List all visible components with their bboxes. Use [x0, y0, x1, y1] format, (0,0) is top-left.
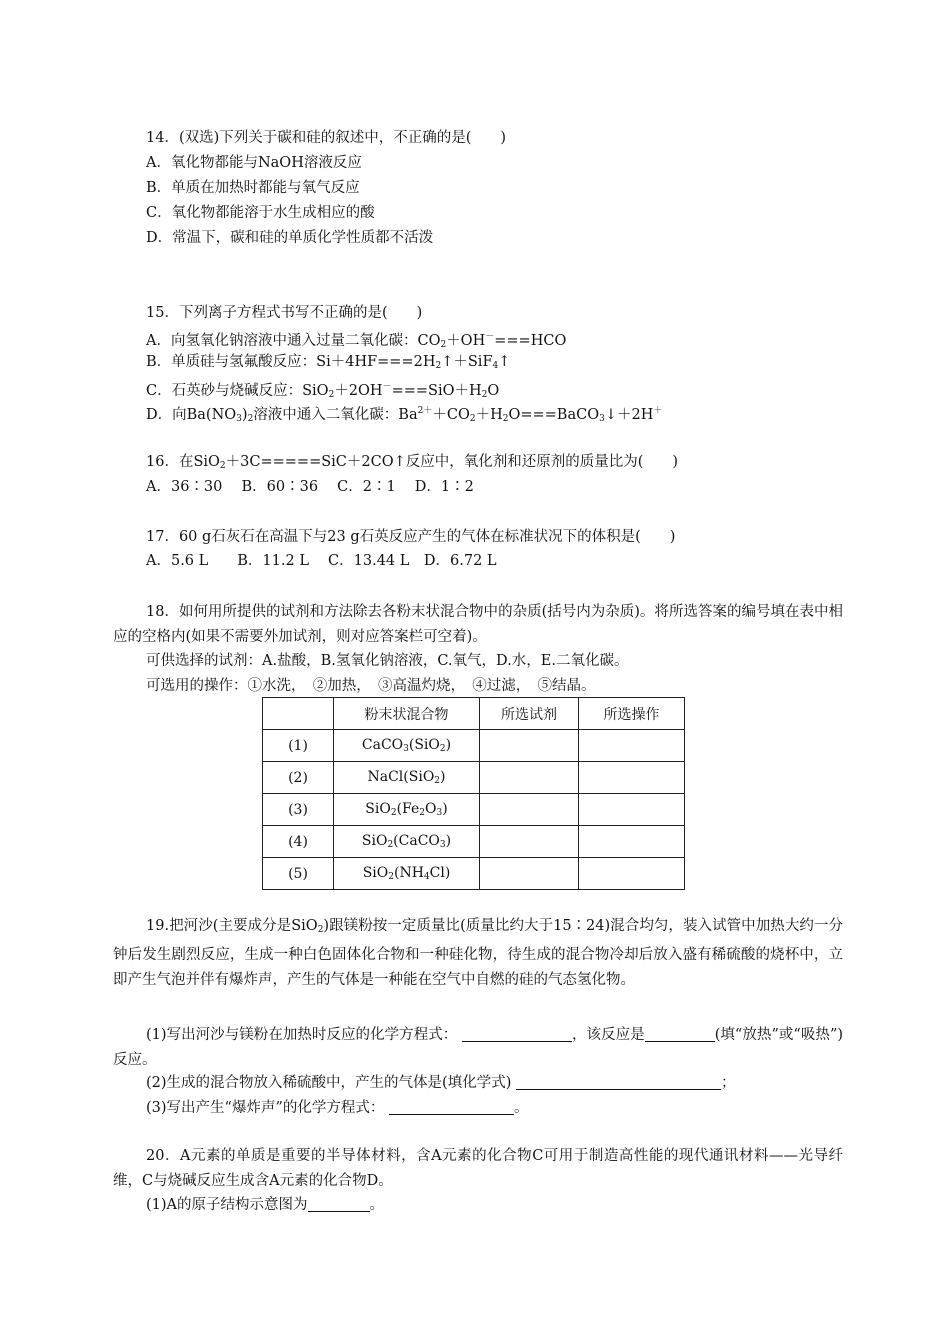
- q14-option-c: C．氧化物都能溶于水生成相应的酸: [146, 205, 375, 221]
- operation-answer-cell[interactable]: [579, 730, 685, 762]
- table-header-cell: 所选操作: [579, 698, 685, 730]
- q19-stem: 19.把河沙(主要成分是SiO$_2$)跟镁粉按一定质量比(质量比约大于15∶24)混合均匀，装入试管中加热大约一分钟后发生剧烈反应，生成一种白色固体化合物和一种硅化物，待生成的混合物冷却后放入盛有稀硫酸的烧杯中，立即产生气泡并伴有爆炸声，产生的气体是一种能在空气中自燃的硅的气态氢化物。: [113, 918, 843, 988]
- q19-part1: (1)写出河沙与镁粉在加热时反应的化学方程式： ，该反应是 (填“放热”或“吸热”)反应。: [113, 1027, 844, 1068]
- q14-option-d: D．常温下，碳和硅的单质化学性质都不活泼: [146, 230, 434, 246]
- q16-stem: 16．在SiO$_2$＋3C=====SiC＋2CO↑反应中，氧化剂和还原剂的质量比为( ): [146, 454, 679, 471]
- answer-blank[interactable]: [462, 1027, 572, 1042]
- table-header-cell: 粉末状混合物: [334, 698, 480, 730]
- answer-blank[interactable]: [516, 1075, 721, 1090]
- mixture-cell: $SiO_2(NH_4Cl)$: [334, 858, 480, 890]
- table-header-cell: 所选试剂: [480, 698, 579, 730]
- table-header-row: [263, 698, 685, 730]
- operation-answer-cell[interactable]: [579, 826, 685, 858]
- q19-part3: (3)写出产生“爆炸声”的化学方程式： 。: [146, 1100, 529, 1116]
- mixture-cell: CaCO$_3$(SiO$_2$): [334, 730, 480, 762]
- q17-options: A．5.6 L B．11.2 L C．13.44 L D．6.72 L: [146, 553, 497, 569]
- mixture-cell: $SiO_2(Fe_2O_3)$: [334, 794, 480, 826]
- table-row: [263, 826, 685, 858]
- answer-blank[interactable]: [308, 1197, 370, 1212]
- reagent-answer-cell[interactable]: [480, 858, 579, 890]
- operation-answer-cell[interactable]: [579, 858, 685, 890]
- row-number: (2): [263, 762, 334, 794]
- q19-part2: (2)生成的混合物放入稀硫酸中，产生的气体是(填化学式) ；: [146, 1075, 736, 1091]
- table-row: [263, 730, 685, 762]
- q14-stem: 14．(双选)下列关于碳和硅的叙述中，不正确的是( ): [146, 130, 507, 146]
- table-row: [263, 794, 685, 826]
- q15-option-d: D．向$Ba(NO_3)_2$溶液中通入二氧化碳：$Ba^{2+}+CO_2+H_2O===BaCO_3↓+2H^+$: [146, 406, 663, 424]
- reagent-answer-cell[interactable]: [480, 730, 579, 762]
- row-number: (1): [263, 730, 334, 762]
- answer-blank[interactable]: [645, 1027, 715, 1042]
- row-number: (4): [263, 826, 334, 858]
- q14-option-a: A．氧化物都能与NaOH溶液反应: [146, 155, 362, 171]
- mixture-cell: NaCl(SiO$_2$): [334, 762, 480, 794]
- q18-reagents: 可供选择的试剂：A.盐酸，B.氢氧化钠溶液，C.氧气，D.水，E.二氧化碳。: [146, 653, 629, 669]
- reagent-answer-cell[interactable]: [480, 826, 579, 858]
- q15-stem: 15．下列离子方程式书写不正确的是( ): [146, 305, 423, 321]
- q20-stem: 20．A元素的单质是重要的半导体材料，含A元素的化合物C可用于制造高性能的现代通讯材料——光导纤维，C与烧碱反应生成含A元素的化合物D。: [113, 1148, 843, 1189]
- table-row: [263, 762, 685, 794]
- row-number: (3): [263, 794, 334, 826]
- answer-blank[interactable]: [389, 1100, 514, 1115]
- q18-table: [262, 697, 685, 890]
- row-number: (5): [263, 858, 334, 890]
- operation-answer-cell[interactable]: [579, 794, 685, 826]
- q16-options: A．36∶30 B．60∶36 C．2∶1 D．1∶2: [146, 479, 474, 495]
- q14-option-b: B．单质在加热时都能与氧气反应: [146, 180, 360, 196]
- q15-option-a: A．向氢氧化钠溶液中通入过量二氧化碳：$CO_2+OH^-===HCO$: [146, 332, 567, 350]
- q15-option-b: B．单质硅与氢氟酸反应：$Si+4HF===2H_2↑+SiF_4↑$: [146, 354, 511, 371]
- q17-stem: 17．60 g石灰石在高温下与23 g石英反应产生的气体在标准状况下的体积是( ): [146, 529, 676, 545]
- reagent-answer-cell[interactable]: [480, 762, 579, 794]
- table-row: [263, 858, 685, 890]
- operation-answer-cell[interactable]: [579, 762, 685, 794]
- q20-part1: (1)A的原子结构示意图为 。: [146, 1197, 385, 1213]
- table-header-cell: [263, 698, 334, 730]
- q15-option-c: C．石英砂与烧碱反应：$SiO_2+2OH^-===SiO+H_2O$: [146, 382, 500, 400]
- reagent-answer-cell[interactable]: [480, 794, 579, 826]
- q18-operations: 可选用的操作：①水洗， ②加热， ③高温灼烧， ④过滤， ⑤结晶。: [146, 678, 596, 694]
- q18-stem: 18．如何用所提供的试剂和方法除去各粉末状混合物中的杂质(括号内为杂质)。将所选答案的编号填在表中相应的空格内(如果不需要外加试剂，则对应答案栏可空着)。: [113, 604, 843, 645]
- mixture-cell: SiO$_2$(CaCO$_3$): [334, 826, 480, 858]
